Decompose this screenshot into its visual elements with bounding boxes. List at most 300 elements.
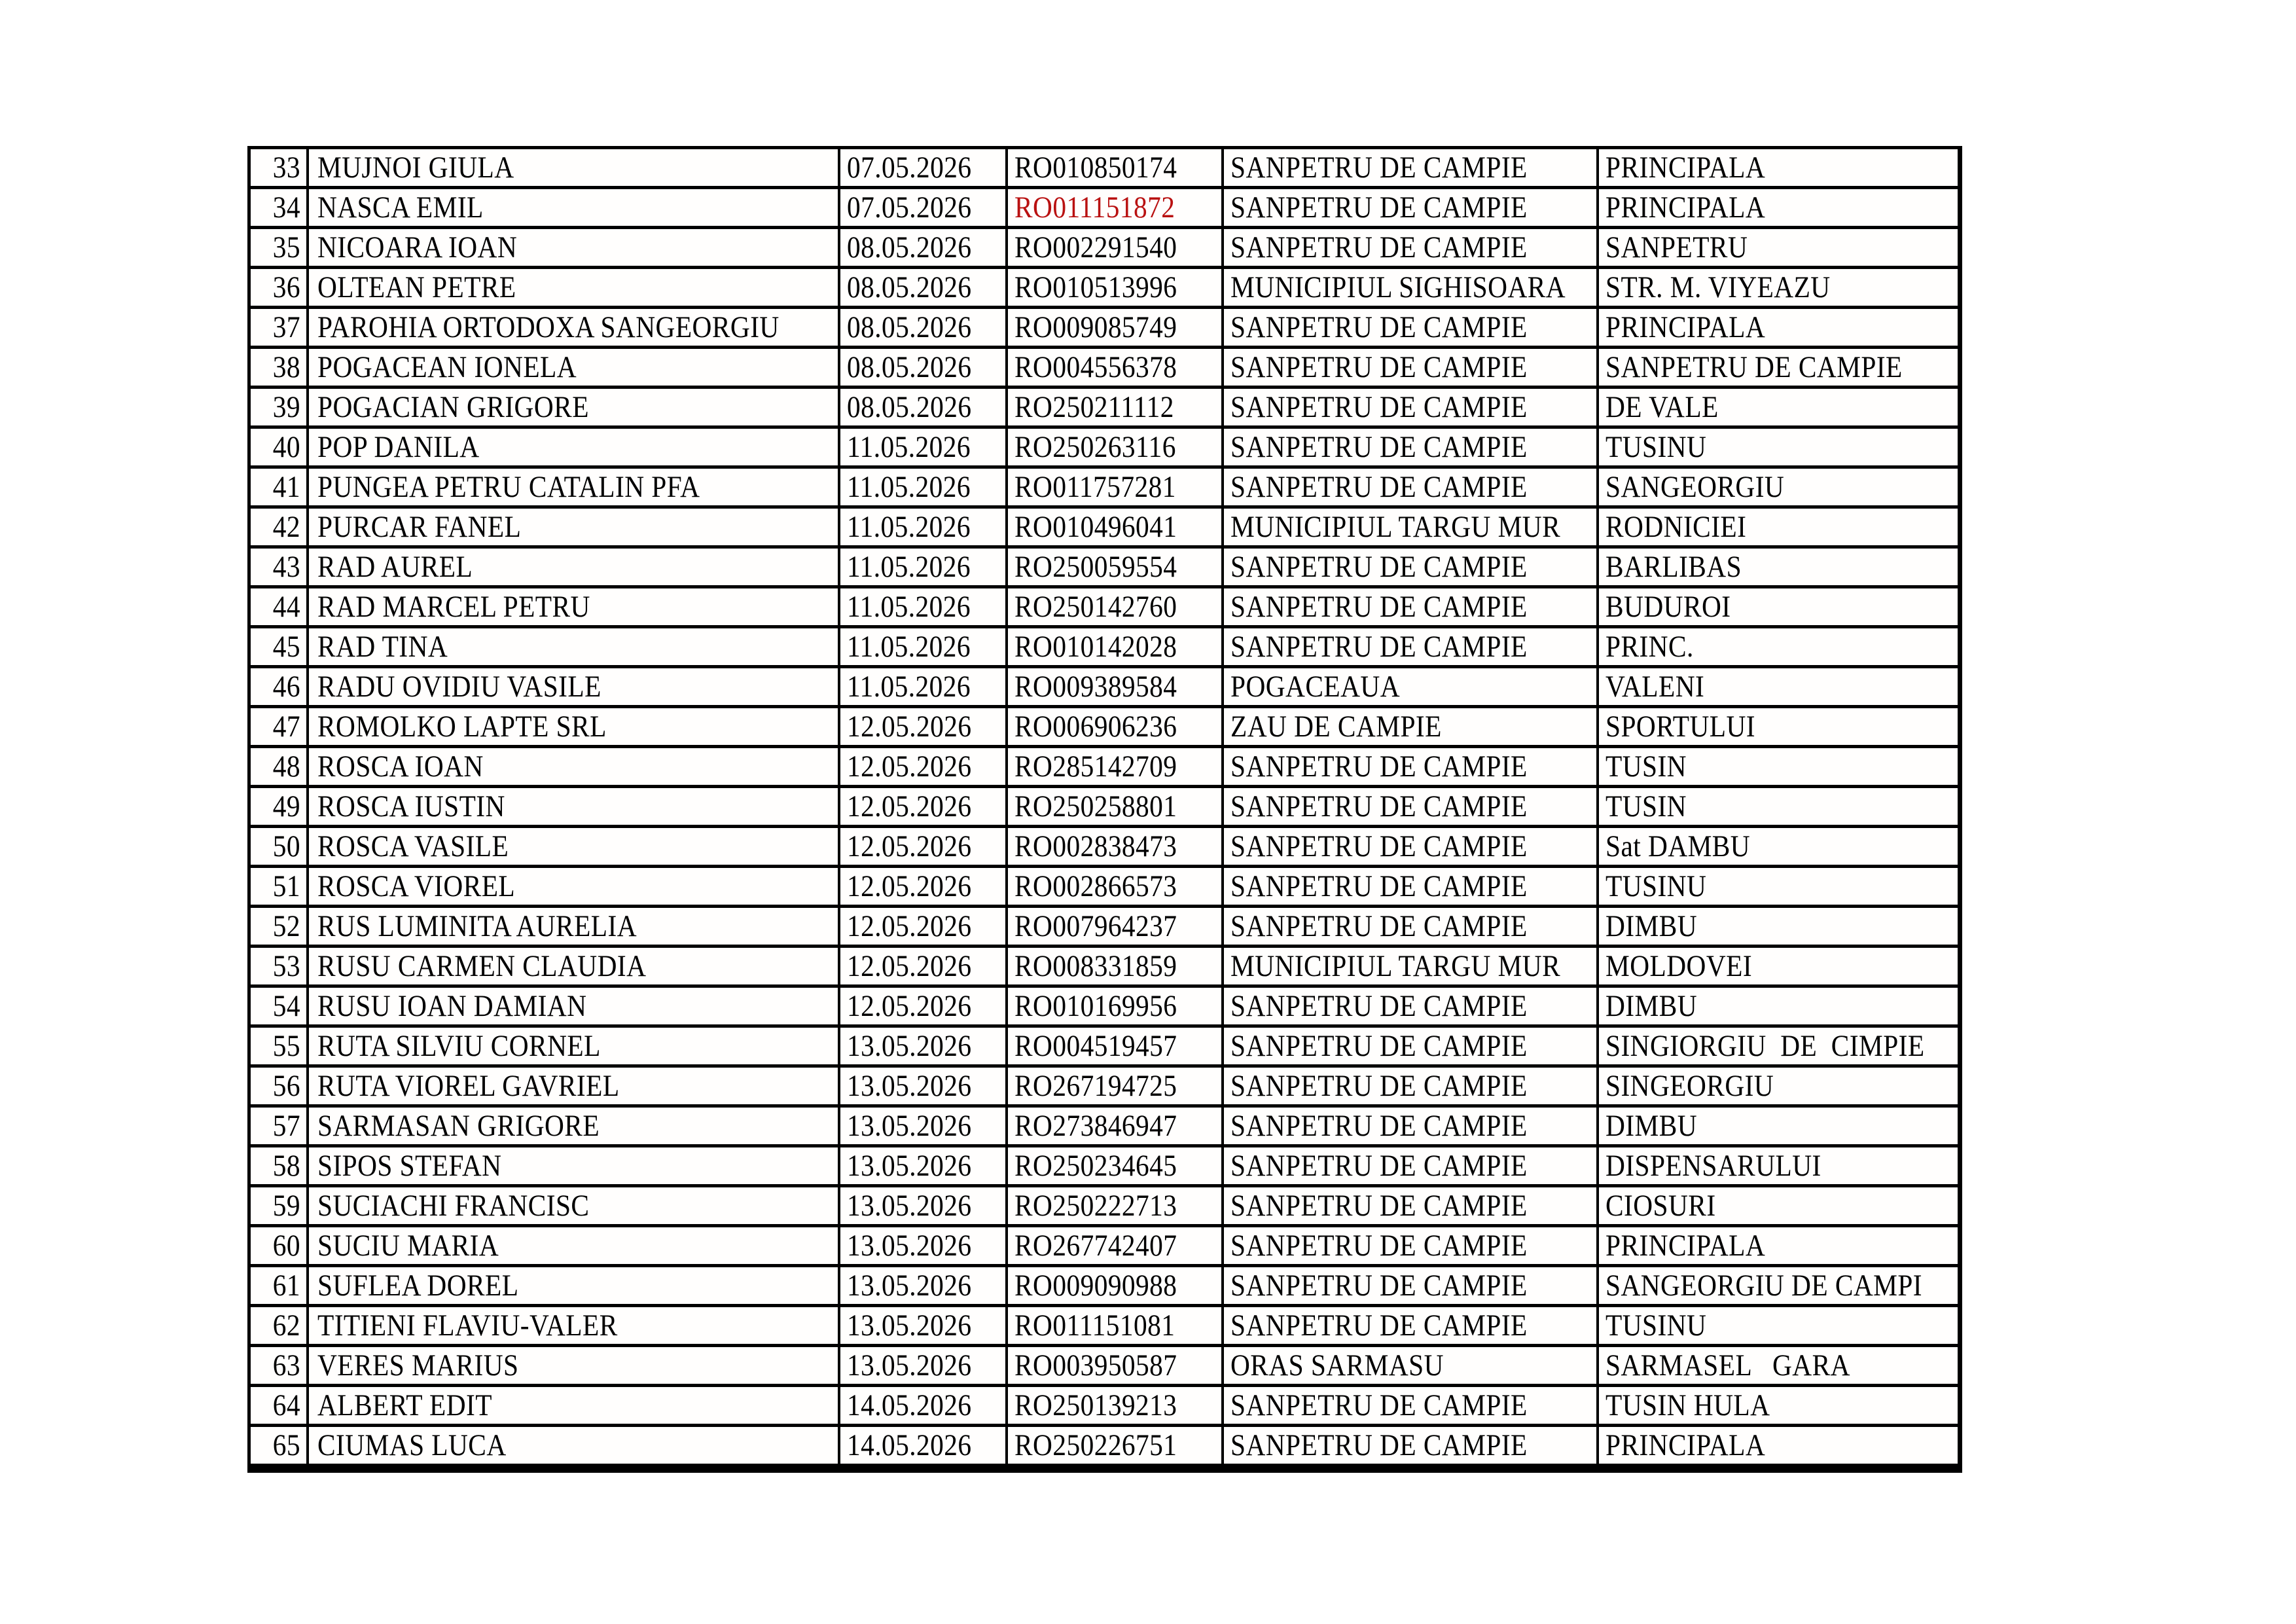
cell-name	[306, 1187, 838, 1224]
street-text: TUSIN HULA	[1605, 1388, 1770, 1422]
cell-date	[838, 1028, 1005, 1064]
fiscal-code-text: RO250234645	[1014, 1149, 1177, 1183]
cell-fiscal-code	[1005, 788, 1221, 825]
cell-fiscal-code	[1005, 668, 1221, 705]
cell-fiscal-code	[1005, 1267, 1221, 1304]
name-text: RUTA SILVIU CORNEL	[317, 1029, 601, 1063]
fiscal-code-text: RO010142028	[1014, 630, 1177, 664]
row-number-text: 65	[272, 1428, 300, 1462]
cell-row-number	[251, 429, 306, 465]
locality-text: MUNICIPIUL SIGHISOARA	[1230, 270, 1566, 304]
cell-fiscal-code	[1005, 1347, 1221, 1384]
fiscal-code-text: RO273846947	[1014, 1109, 1177, 1143]
cell-name	[306, 748, 838, 785]
street-text: DIMBU	[1605, 909, 1698, 943]
cell-row-number	[251, 948, 306, 984]
locality-text: SANPETRU DE CAMPIE	[1230, 1189, 1528, 1223]
cell-street	[1596, 1387, 1958, 1424]
name-text: RAD TINA	[317, 630, 448, 664]
cell-name	[306, 1028, 838, 1064]
cell-date	[838, 868, 1005, 905]
street-text: BARLIBAS	[1605, 550, 1742, 584]
row-number-text: 33	[272, 151, 300, 185]
cell-fiscal-code	[1005, 748, 1221, 785]
date-text: 12.05.2026	[847, 909, 972, 943]
street-text: SANGEORGIU DE CAMPI	[1605, 1269, 1923, 1303]
cell-row-number	[251, 988, 306, 1024]
cell-row-number	[251, 628, 306, 665]
cell-name	[306, 309, 838, 346]
name-text: SARMASAN GRIGORE	[317, 1109, 600, 1143]
cell-row-number	[251, 668, 306, 705]
fiscal-code-text: RO267194725	[1014, 1069, 1177, 1103]
table-row	[251, 306, 1958, 346]
cell-row-number	[251, 828, 306, 865]
row-number-text: 43	[272, 550, 300, 584]
name-text: TITIENI FLAVIU-VALER	[317, 1308, 618, 1343]
fiscal-code-text: RO250222713	[1014, 1189, 1177, 1223]
cell-street	[1596, 309, 1958, 346]
name-text: PUNGEA PETRU CATALIN PFA	[317, 470, 700, 504]
date-text: 11.05.2026	[847, 630, 971, 664]
table-row	[251, 346, 1958, 386]
fiscal-code-text: RO010850174	[1014, 151, 1177, 185]
table-row	[251, 226, 1958, 266]
row-number-text: 49	[272, 789, 300, 823]
cell-fiscal-code	[1005, 1028, 1221, 1064]
locality-text: SANPETRU DE CAMPIE	[1230, 749, 1528, 784]
row-number-text: 56	[272, 1069, 300, 1103]
table-row	[251, 149, 1958, 186]
cell-locality	[1221, 309, 1596, 346]
cell-locality	[1221, 1427, 1596, 1464]
cell-locality	[1221, 588, 1596, 625]
table-row	[251, 905, 1958, 945]
locality-text: SANPETRU DE CAMPIE	[1230, 829, 1528, 863]
street-text: PRINCIPALA	[1605, 310, 1766, 344]
name-text: RUTA VIOREL GAVRIEL	[317, 1069, 620, 1103]
date-text: 13.05.2026	[847, 1109, 972, 1143]
date-text: 08.05.2026	[847, 350, 972, 384]
cell-locality	[1221, 189, 1596, 226]
cell-locality	[1221, 149, 1596, 186]
row-number-text: 36	[272, 270, 300, 304]
street-text: SINGEORGIU	[1605, 1069, 1774, 1103]
cell-row-number	[251, 1068, 306, 1104]
fiscal-code-text: RO002838473	[1014, 829, 1177, 863]
cell-date	[838, 309, 1005, 346]
cell-row-number	[251, 708, 306, 745]
name-text: SUCIU MARIA	[317, 1229, 499, 1263]
cell-row-number	[251, 229, 306, 266]
cell-row-number	[251, 149, 306, 186]
cell-row-number	[251, 788, 306, 825]
street-text: BUDUROI	[1605, 590, 1731, 624]
name-text: RUSU CARMEN CLAUDIA	[317, 949, 647, 983]
cell-name	[306, 588, 838, 625]
street-text: SARMASEL GARA	[1605, 1348, 1850, 1382]
cell-name	[306, 429, 838, 465]
cell-street	[1596, 349, 1958, 386]
cell-fiscal-code	[1005, 229, 1221, 266]
cell-name	[306, 229, 838, 266]
date-text: 13.05.2026	[847, 1069, 972, 1103]
row-number-text: 50	[272, 829, 300, 863]
cell-locality	[1221, 549, 1596, 585]
row-number-text: 42	[272, 510, 300, 544]
cell-date	[838, 149, 1005, 186]
date-text: 12.05.2026	[847, 710, 972, 744]
cell-name	[306, 1068, 838, 1104]
table-row	[251, 1024, 1958, 1064]
cell-row-number	[251, 189, 306, 226]
name-text: MUJNOI GIULA	[317, 151, 514, 185]
table-row	[251, 505, 1958, 545]
cell-street	[1596, 748, 1958, 785]
date-text: 08.05.2026	[847, 270, 972, 304]
date-text: 11.05.2026	[847, 430, 971, 464]
cell-locality	[1221, 1267, 1596, 1304]
locality-text: SANPETRU DE CAMPIE	[1230, 909, 1528, 943]
cell-name	[306, 1347, 838, 1384]
cell-row-number	[251, 588, 306, 625]
street-text: PRINCIPALA	[1605, 190, 1766, 225]
name-text: ROSCA IOAN	[317, 749, 484, 784]
locality-text: SANPETRU DE CAMPIE	[1230, 470, 1528, 504]
street-text: SINGIORGIU DE CIMPIE	[1605, 1029, 1925, 1063]
cell-date	[838, 1187, 1005, 1224]
cell-name	[306, 668, 838, 705]
cell-fiscal-code	[1005, 988, 1221, 1024]
name-text: POP DANILA	[317, 430, 480, 464]
fiscal-code-text: RO010169956	[1014, 989, 1177, 1023]
cell-name	[306, 828, 838, 865]
cell-row-number	[251, 349, 306, 386]
cell-row-number	[251, 1108, 306, 1144]
cell-name	[306, 708, 838, 745]
fiscal-code-text: RO011151872	[1014, 190, 1175, 225]
fiscal-code-text: RO007964237	[1014, 909, 1177, 943]
cell-street	[1596, 1347, 1958, 1384]
cell-fiscal-code	[1005, 389, 1221, 425]
street-text: TUSINU	[1605, 430, 1707, 464]
row-number-text: 60	[272, 1229, 300, 1263]
cell-row-number	[251, 1227, 306, 1264]
cell-locality	[1221, 229, 1596, 266]
locality-text: SANPETRU DE CAMPIE	[1230, 1029, 1528, 1063]
cell-fiscal-code	[1005, 628, 1221, 665]
date-text: 12.05.2026	[847, 989, 972, 1023]
table-row	[251, 1224, 1958, 1264]
cell-locality	[1221, 509, 1596, 545]
cell-street	[1596, 668, 1958, 705]
cell-fiscal-code	[1005, 948, 1221, 984]
fiscal-code-text: RO250142760	[1014, 590, 1177, 624]
row-number-text: 62	[272, 1308, 300, 1343]
table-row	[251, 625, 1958, 665]
table-row	[251, 865, 1958, 905]
cell-date	[838, 988, 1005, 1024]
cell-street	[1596, 588, 1958, 625]
cell-date	[838, 269, 1005, 306]
cell-row-number	[251, 1307, 306, 1344]
cell-date	[838, 948, 1005, 984]
row-number-text: 61	[272, 1269, 300, 1303]
cell-street	[1596, 708, 1958, 745]
cell-fiscal-code	[1005, 189, 1221, 226]
locality-text: POGACEAUA	[1230, 670, 1401, 704]
cell-street	[1596, 149, 1958, 186]
street-text: SANGEORGIU	[1605, 470, 1785, 504]
cell-fiscal-code	[1005, 1147, 1221, 1184]
locality-text: SANPETRU DE CAMPIE	[1230, 1269, 1528, 1303]
locality-text: MUNICIPIUL TARGU MUR	[1230, 949, 1561, 983]
cell-name	[306, 1267, 838, 1304]
cell-street	[1596, 389, 1958, 425]
cell-street	[1596, 868, 1958, 905]
locality-text: SANPETRU DE CAMPIE	[1230, 1149, 1528, 1183]
row-number-text: 37	[272, 310, 300, 344]
street-text: PRINCIPALA	[1605, 1229, 1766, 1263]
name-text: PURCAR FANEL	[317, 510, 522, 544]
name-text: OLTEAN PETRE	[317, 270, 516, 304]
cell-name	[306, 549, 838, 585]
cell-date	[838, 389, 1005, 425]
fiscal-code-text: RO006906236	[1014, 710, 1177, 744]
cell-date	[838, 1227, 1005, 1264]
street-text: SANPETRU	[1605, 230, 1748, 264]
locality-text: SANPETRU DE CAMPIE	[1230, 1229, 1528, 1263]
table-row	[251, 945, 1958, 984]
date-text: 11.05.2026	[847, 590, 971, 624]
cell-street	[1596, 828, 1958, 865]
cell-street	[1596, 1068, 1958, 1104]
locality-text: SANPETRU DE CAMPIE	[1230, 1428, 1528, 1462]
locality-text: SANPETRU DE CAMPIE	[1230, 190, 1528, 225]
date-text: 13.05.2026	[847, 1308, 972, 1343]
cell-name	[306, 1307, 838, 1344]
cell-fiscal-code	[1005, 1427, 1221, 1464]
cell-street	[1596, 1267, 1958, 1304]
fiscal-code-text: RO003950587	[1014, 1348, 1177, 1382]
locality-text: SANPETRU DE CAMPIE	[1230, 550, 1528, 584]
cell-locality	[1221, 668, 1596, 705]
cell-date	[838, 668, 1005, 705]
date-text: 13.05.2026	[847, 1269, 972, 1303]
fiscal-code-text: RO011757281	[1014, 470, 1176, 504]
cell-locality	[1221, 1227, 1596, 1264]
street-text: PRINC.	[1605, 630, 1694, 664]
cell-locality	[1221, 389, 1596, 425]
date-text: 12.05.2026	[847, 789, 972, 823]
row-number-text: 48	[272, 749, 300, 784]
cell-locality	[1221, 269, 1596, 306]
street-text: PRINCIPALA	[1605, 151, 1766, 185]
fiscal-code-text: RO008331859	[1014, 949, 1177, 983]
cell-fiscal-code	[1005, 908, 1221, 945]
cell-street	[1596, 1187, 1958, 1224]
row-number-text: 40	[272, 430, 300, 464]
cell-street	[1596, 1427, 1958, 1464]
row-number-text: 44	[272, 590, 300, 624]
cell-name	[306, 149, 838, 186]
cell-street	[1596, 189, 1958, 226]
row-number-text: 46	[272, 670, 300, 704]
cell-name	[306, 1227, 838, 1264]
cell-row-number	[251, 1387, 306, 1424]
street-text: DISPENSARULUI	[1605, 1149, 1821, 1183]
fiscal-code-text: RO250263116	[1014, 430, 1176, 464]
fiscal-code-text: RO009090988	[1014, 1269, 1177, 1303]
fiscal-code-text: RO002866573	[1014, 869, 1177, 903]
cell-locality	[1221, 1347, 1596, 1384]
name-text: SUCIACHI FRANCISC	[317, 1189, 590, 1223]
cell-date	[838, 189, 1005, 226]
row-number-text: 53	[272, 949, 300, 983]
cell-row-number	[251, 1187, 306, 1224]
table-row	[251, 1384, 1958, 1424]
table-row	[251, 745, 1958, 785]
row-number-text: 58	[272, 1149, 300, 1183]
locality-text: SANPETRU DE CAMPIE	[1230, 1388, 1528, 1422]
street-text: TUSIN	[1605, 789, 1687, 823]
cell-locality	[1221, 1068, 1596, 1104]
cell-date	[838, 549, 1005, 585]
table-row	[251, 1424, 1958, 1464]
locality-text: SANPETRU DE CAMPIE	[1230, 1069, 1528, 1103]
name-text: VERES MARIUS	[317, 1348, 519, 1382]
street-text: DIMBU	[1605, 989, 1698, 1023]
name-text: POGACEAN IONELA	[317, 350, 577, 384]
cell-row-number	[251, 549, 306, 585]
street-text: STR. M. VIYEAZU	[1605, 270, 1831, 304]
name-text: POGACIAN GRIGORE	[317, 390, 589, 424]
date-text: 08.05.2026	[847, 390, 972, 424]
cell-fiscal-code	[1005, 549, 1221, 585]
name-text: RADU OVIDIU VASILE	[317, 670, 601, 704]
row-number-text: 52	[272, 909, 300, 943]
cell-fiscal-code	[1005, 349, 1221, 386]
cell-date	[838, 708, 1005, 745]
cell-name	[306, 1147, 838, 1184]
cell-row-number	[251, 309, 306, 346]
cell-row-number	[251, 868, 306, 905]
cell-date	[838, 229, 1005, 266]
fiscal-code-text: RO009389584	[1014, 670, 1177, 704]
fiscal-code-text: RO250139213	[1014, 1388, 1177, 1422]
row-number-text: 51	[272, 869, 300, 903]
table-row	[251, 425, 1958, 465]
fiscal-code-text: RO285142709	[1014, 749, 1177, 784]
locality-text: SANPETRU DE CAMPIE	[1230, 310, 1528, 344]
cell-street	[1596, 269, 1958, 306]
locality-text: SANPETRU DE CAMPIE	[1230, 630, 1528, 664]
cell-fiscal-code	[1005, 1387, 1221, 1424]
table-row	[251, 1104, 1958, 1144]
cell-row-number	[251, 269, 306, 306]
date-text: 08.05.2026	[847, 310, 972, 344]
date-text: 12.05.2026	[847, 829, 972, 863]
street-text: PRINCIPALA	[1605, 1428, 1766, 1462]
row-number-text: 63	[272, 1348, 300, 1382]
date-text: 11.05.2026	[847, 510, 971, 544]
cell-street	[1596, 549, 1958, 585]
cell-name	[306, 788, 838, 825]
name-text: NICOARA IOAN	[317, 230, 518, 264]
cell-street	[1596, 1307, 1958, 1344]
cell-street	[1596, 469, 1958, 505]
cell-row-number	[251, 748, 306, 785]
cell-date	[838, 1427, 1005, 1464]
cell-fiscal-code	[1005, 828, 1221, 865]
cell-fiscal-code	[1005, 1227, 1221, 1264]
street-text: DE VALE	[1605, 390, 1719, 424]
fiscal-code-text: RO267742407	[1014, 1229, 1177, 1263]
cell-street	[1596, 1108, 1958, 1144]
locality-text: SANPETRU DE CAMPIE	[1230, 390, 1528, 424]
row-number-text: 45	[272, 630, 300, 664]
cell-row-number	[251, 509, 306, 545]
locality-text: SANPETRU DE CAMPIE	[1230, 789, 1528, 823]
cell-date	[838, 1307, 1005, 1344]
table-row	[251, 1304, 1958, 1344]
row-number-text: 38	[272, 350, 300, 384]
date-text: 11.05.2026	[847, 670, 971, 704]
cell-fiscal-code	[1005, 708, 1221, 745]
street-text: CIOSURI	[1605, 1189, 1716, 1223]
cell-locality	[1221, 469, 1596, 505]
date-text: 13.05.2026	[847, 1029, 972, 1063]
table-row	[251, 785, 1958, 825]
cell-name	[306, 389, 838, 425]
street-text: MOLDOVEI	[1605, 949, 1753, 983]
cell-locality	[1221, 1187, 1596, 1224]
cell-date	[838, 1147, 1005, 1184]
date-text: 13.05.2026	[847, 1229, 972, 1263]
cell-name	[306, 349, 838, 386]
cell-locality	[1221, 628, 1596, 665]
table-row	[251, 1144, 1958, 1184]
table-row	[251, 186, 1958, 226]
cell-street	[1596, 908, 1958, 945]
cell-fiscal-code	[1005, 1187, 1221, 1224]
cell-locality	[1221, 1147, 1596, 1184]
date-text: 11.05.2026	[847, 550, 971, 584]
row-number-text: 57	[272, 1109, 300, 1143]
date-text: 13.05.2026	[847, 1189, 972, 1223]
cell-locality	[1221, 908, 1596, 945]
table-row	[251, 1264, 1958, 1304]
cell-date	[838, 509, 1005, 545]
name-text: RAD MARCEL PETRU	[317, 590, 590, 624]
cell-locality	[1221, 748, 1596, 785]
fiscal-code-text: RO004519457	[1014, 1029, 1177, 1063]
row-number-text: 55	[272, 1029, 300, 1063]
cell-fiscal-code	[1005, 149, 1221, 186]
fiscal-code-text: RO011151081	[1014, 1308, 1175, 1343]
cell-street	[1596, 628, 1958, 665]
locality-text: SANPETRU DE CAMPIE	[1230, 151, 1528, 185]
street-text: VALENI	[1605, 670, 1705, 704]
cell-locality	[1221, 1108, 1596, 1144]
fiscal-code-text: RO002291540	[1014, 230, 1177, 264]
cell-fiscal-code	[1005, 1307, 1221, 1344]
cell-locality	[1221, 868, 1596, 905]
street-text: SANPETRU DE CAMPIE	[1605, 350, 1903, 384]
table-row	[251, 465, 1958, 505]
street-text: TUSINU	[1605, 1308, 1707, 1343]
cell-fiscal-code	[1005, 309, 1221, 346]
